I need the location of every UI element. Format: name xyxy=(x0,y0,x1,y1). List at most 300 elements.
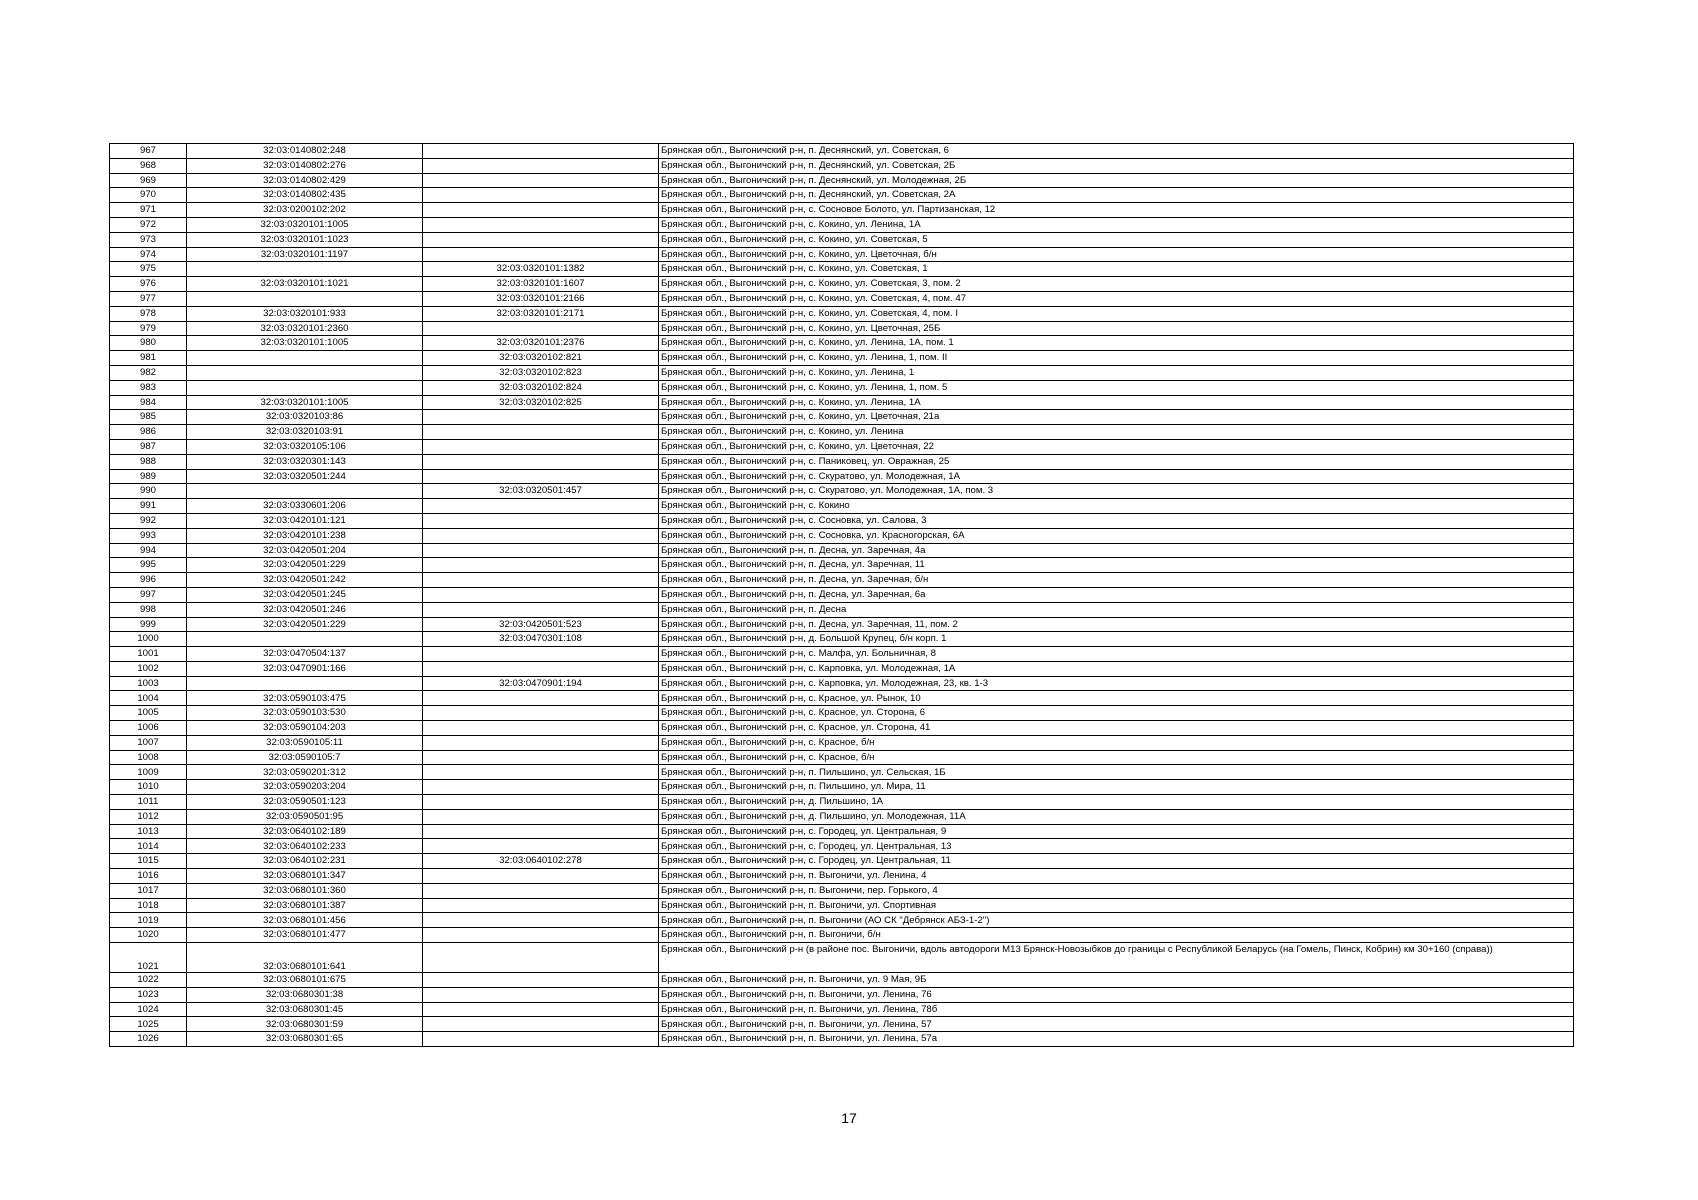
cadastral-number-cell: 32:03:0590201:312 xyxy=(187,765,423,780)
row-number-cell: 980 xyxy=(110,336,187,351)
cadastral-number-cell: 32:03:0590103:530 xyxy=(187,706,423,721)
row-number-cell: 986 xyxy=(110,425,187,440)
object-cadastral-number-cell xyxy=(423,499,659,514)
object-cadastral-number-cell xyxy=(423,321,659,336)
row-number-cell: 976 xyxy=(110,277,187,292)
table-row xyxy=(110,883,1574,898)
object-cadastral-number-cell: 32:03:0470901:194 xyxy=(423,676,659,691)
table-row xyxy=(110,469,1574,484)
object-cadastral-number-cell: 32:03:0320101:2171 xyxy=(423,306,659,321)
table-row xyxy=(110,721,1574,736)
cadastral-number-cell xyxy=(187,676,423,691)
table-row xyxy=(110,824,1574,839)
row-number-cell: 1016 xyxy=(110,869,187,884)
address-cell: Брянская обл., Выгоничский р-н, с. Малфа, ул. Больничная, 8 xyxy=(659,647,1574,662)
address-cell: Брянская обл., Выгоничский р-н, п. Выгоничи, ул. 9 Мая, 9Б xyxy=(659,973,1574,988)
table-row xyxy=(110,573,1574,588)
cadastral-number-cell: 32:03:0320501:244 xyxy=(187,469,423,484)
cadastral-number-cell: 32:03:0420501:229 xyxy=(187,558,423,573)
row-number-cell: 987 xyxy=(110,439,187,454)
object-cadastral-number-cell: 32:03:0640102:278 xyxy=(423,854,659,869)
object-cadastral-number-cell xyxy=(423,809,659,824)
table-row xyxy=(110,499,1574,514)
row-number-cell: 997 xyxy=(110,587,187,602)
object-cadastral-number-cell xyxy=(423,661,659,676)
table-row xyxy=(110,632,1574,647)
cadastral-number-cell: 32:03:0420101:121 xyxy=(187,513,423,528)
cadastral-number-cell: 32:03:0420501:245 xyxy=(187,587,423,602)
address-cell: Брянская обл., Выгоничский р-н, п. Выгоничи, ул. Ленина, 4 xyxy=(659,869,1574,884)
cadastral-number-cell xyxy=(187,632,423,647)
table-row xyxy=(110,513,1574,528)
object-cadastral-number-cell xyxy=(423,1032,659,1047)
table-row xyxy=(110,987,1574,1002)
address-cell: Брянская обл., Выгоничский р-н, с. Кокино, ул. Ленина, 1А xyxy=(659,217,1574,232)
object-cadastral-number-cell xyxy=(423,528,659,543)
table-row xyxy=(110,203,1574,218)
row-number-cell: 982 xyxy=(110,365,187,380)
cadastral-number-cell: 32:03:0420501:204 xyxy=(187,543,423,558)
cadastral-number-cell: 32:03:0320101:1005 xyxy=(187,217,423,232)
cadastral-number-cell: 32:03:0680101:675 xyxy=(187,973,423,988)
row-number-cell: 1020 xyxy=(110,928,187,943)
table-row xyxy=(110,439,1574,454)
row-number-cell: 991 xyxy=(110,499,187,514)
object-cadastral-number-cell xyxy=(423,928,659,943)
cadastral-number-cell: 32:03:0330601:206 xyxy=(187,499,423,514)
object-cadastral-number-cell: 32:03:0320501:457 xyxy=(423,484,659,499)
address-cell: Брянская обл., Выгоничский р-н, с. Кокино, ул. Ленина, 1А xyxy=(659,395,1574,410)
cadastral-number-cell: 32:03:0590501:123 xyxy=(187,795,423,810)
table-row xyxy=(110,454,1574,469)
row-number-cell: 1017 xyxy=(110,883,187,898)
object-cadastral-number-cell xyxy=(423,558,659,573)
table-body xyxy=(110,144,1574,1047)
address-cell: Брянская обл., Выгоничский р-н, п. Деснянский, ул. Молодежная, 2Б xyxy=(659,173,1574,188)
cadastral-number-cell: 32:03:0420501:242 xyxy=(187,573,423,588)
table-row xyxy=(110,587,1574,602)
address-cell: Брянская обл., Выгоничский р-н, с. Кокино, ул. Ленина, 1 xyxy=(659,365,1574,380)
table-row xyxy=(110,617,1574,632)
cadastral-number-cell: 32:03:0320101:1021 xyxy=(187,277,423,292)
address-cell: Брянская обл., Выгоничский р-н, п. Выгоничи, пер. Горького, 4 xyxy=(659,883,1574,898)
table-row xyxy=(110,351,1574,366)
address-cell: Брянская обл., Выгоничский р-н, с. Кокино, ул. Советская, 4, пом. 47 xyxy=(659,291,1574,306)
object-cadastral-number-cell: 32:03:0320102:821 xyxy=(423,351,659,366)
cadastral-number-cell xyxy=(187,351,423,366)
object-cadastral-number-cell xyxy=(423,543,659,558)
cadastral-number-cell: 32:03:0470901:166 xyxy=(187,661,423,676)
address-cell: Брянская обл., Выгоничский р-н, п. Деснянский, ул. Советская, 2А xyxy=(659,188,1574,203)
row-number-cell: 981 xyxy=(110,351,187,366)
row-number-cell: 1006 xyxy=(110,721,187,736)
row-number-cell: 989 xyxy=(110,469,187,484)
object-cadastral-number-cell xyxy=(423,217,659,232)
cadastral-number-cell: 32:03:0680101:360 xyxy=(187,883,423,898)
row-number-cell: 967 xyxy=(110,144,187,159)
cadastral-number-cell: 32:03:0200102:202 xyxy=(187,203,423,218)
address-cell: Брянская обл., Выгоничский р-н (в районе пос. Выгоничи, вдоль автодороги М13 Брянск-Новозыбков до границы с Республикой Беларусь (на Гомель, Пинск, Кобрин) км 30+160 (справа)) xyxy=(659,943,1574,973)
cadastral-number-cell: 32:03:0470504:137 xyxy=(187,647,423,662)
cadastral-number-cell: 32:03:0590203:204 xyxy=(187,780,423,795)
object-cadastral-number-cell xyxy=(423,647,659,662)
cadastral-number-cell: 32:03:0590104:203 xyxy=(187,721,423,736)
table-row xyxy=(110,558,1574,573)
cadastral-number-cell xyxy=(187,291,423,306)
cadastral-number-cell: 32:03:0320101:1197 xyxy=(187,247,423,262)
table-row xyxy=(110,321,1574,336)
row-number-cell: 1010 xyxy=(110,780,187,795)
address-cell: Брянская обл., Выгоничский р-н, с. Городец, ул. Центральная, 13 xyxy=(659,839,1574,854)
register-table xyxy=(109,143,1574,1047)
object-cadastral-number-cell xyxy=(423,824,659,839)
object-cadastral-number-cell xyxy=(423,1002,659,1017)
address-cell: Брянская обл., Выгоничский р-н, с. Кокино, ул. Цветочная, 22 xyxy=(659,439,1574,454)
object-cadastral-number-cell xyxy=(423,203,659,218)
row-number-cell: 1001 xyxy=(110,647,187,662)
row-number-cell: 1022 xyxy=(110,973,187,988)
address-cell: Брянская обл., Выгоничский р-н, с. Карповка, ул. Молодежная, 23, кв. 1-3 xyxy=(659,676,1574,691)
address-cell: Брянская обл., Выгоничский р-н, с. Кокино, ул. Ленина, 1, пом. 5 xyxy=(659,380,1574,395)
object-cadastral-number-cell xyxy=(423,691,659,706)
cadastral-number-cell: 32:03:0320101:1005 xyxy=(187,395,423,410)
row-number-cell: 1000 xyxy=(110,632,187,647)
object-cadastral-number-cell: 32:03:0320101:1607 xyxy=(423,277,659,292)
cadastral-number-cell: 32:03:0420501:229 xyxy=(187,617,423,632)
table-row xyxy=(110,1002,1574,1017)
table-row xyxy=(110,691,1574,706)
cadastral-number-cell: 32:03:0680301:38 xyxy=(187,987,423,1002)
object-cadastral-number-cell xyxy=(423,987,659,1002)
object-cadastral-number-cell xyxy=(423,454,659,469)
object-cadastral-number-cell xyxy=(423,913,659,928)
address-cell: Брянская обл., Выгоничский р-н, с. Паниковец, ул. Овражная, 25 xyxy=(659,454,1574,469)
row-number-cell: 1012 xyxy=(110,809,187,824)
object-cadastral-number-cell xyxy=(423,410,659,425)
object-cadastral-number-cell xyxy=(423,439,659,454)
address-cell: Брянская обл., Выгоничский р-н, с. Сосновка, ул. Салова, 3 xyxy=(659,513,1574,528)
address-cell: Брянская обл., Выгоничский р-н, п. Выгоничи, ул. Ленина, 57а xyxy=(659,1032,1574,1047)
cadastral-number-cell xyxy=(187,380,423,395)
table-row xyxy=(110,232,1574,247)
cadastral-number-cell xyxy=(187,365,423,380)
table-row xyxy=(110,602,1574,617)
object-cadastral-number-cell: 32:03:0320102:825 xyxy=(423,395,659,410)
table-row xyxy=(110,869,1574,884)
cadastral-number-cell: 32:03:0640102:233 xyxy=(187,839,423,854)
cadastral-number-cell: 32:03:0640102:231 xyxy=(187,854,423,869)
object-cadastral-number-cell xyxy=(423,247,659,262)
table-row xyxy=(110,913,1574,928)
row-number-cell: 1019 xyxy=(110,913,187,928)
object-cadastral-number-cell: 32:03:0320102:823 xyxy=(423,365,659,380)
address-cell: Брянская обл., Выгоничский р-н, с. Городец, ул. Центральная, 9 xyxy=(659,824,1574,839)
table-row xyxy=(110,661,1574,676)
row-number-cell: 984 xyxy=(110,395,187,410)
row-number-cell: 968 xyxy=(110,158,187,173)
row-number-cell: 996 xyxy=(110,573,187,588)
table-row xyxy=(110,676,1574,691)
row-number-cell: 974 xyxy=(110,247,187,262)
address-cell: Брянская обл., Выгоничский р-н, д. Пильшино, ул. Молодежная, 11А xyxy=(659,809,1574,824)
table-row xyxy=(110,780,1574,795)
address-cell: Брянская обл., Выгоничский р-н, с. Сосновка, ул. Красногорская, 6А xyxy=(659,528,1574,543)
table-row xyxy=(110,706,1574,721)
object-cadastral-number-cell: 32:03:0470301:108 xyxy=(423,632,659,647)
row-number-cell: 979 xyxy=(110,321,187,336)
address-cell: Брянская обл., Выгоничский р-н, п. Выгоничи, ул. Спортивная xyxy=(659,898,1574,913)
table-row xyxy=(110,1032,1574,1047)
address-cell: Брянская обл., Выгоничский р-н, п. Выгоничи, ул. Ленина, 76 xyxy=(659,987,1574,1002)
cadastral-number-cell: 32:03:0590105:11 xyxy=(187,735,423,750)
cadastral-number-cell xyxy=(187,262,423,277)
row-number-cell: 1024 xyxy=(110,1002,187,1017)
table-row xyxy=(110,1017,1574,1032)
address-cell: Брянская обл., Выгоничский р-н, с. Кокино, ул. Ленина, 1А, пом. 1 xyxy=(659,336,1574,351)
table-row xyxy=(110,365,1574,380)
cadastral-number-cell: 32:03:0640102:189 xyxy=(187,824,423,839)
table-row xyxy=(110,735,1574,750)
cadastral-number-cell: 32:03:0420101:238 xyxy=(187,528,423,543)
row-number-cell: 969 xyxy=(110,173,187,188)
address-cell: Брянская обл., Выгоничский р-н, п. Десна, ул. Заречная, 6а xyxy=(659,587,1574,602)
row-number-cell: 994 xyxy=(110,543,187,558)
table-row xyxy=(110,943,1574,973)
object-cadastral-number-cell xyxy=(423,587,659,602)
cadastral-number-cell: 32:03:0590501:95 xyxy=(187,809,423,824)
table-row xyxy=(110,336,1574,351)
address-cell: Брянская обл., Выгоничский р-н, с. Карповка, ул. Молодежная, 1А xyxy=(659,661,1574,676)
object-cadastral-number-cell xyxy=(423,602,659,617)
table-row xyxy=(110,291,1574,306)
row-number-cell: 1025 xyxy=(110,1017,187,1032)
row-number-cell: 975 xyxy=(110,262,187,277)
object-cadastral-number-cell xyxy=(423,173,659,188)
row-number-cell: 1005 xyxy=(110,706,187,721)
row-number-cell: 973 xyxy=(110,232,187,247)
address-cell: Брянская обл., Выгоничский р-н, с. Красное, ул. Сторона, 41 xyxy=(659,721,1574,736)
table-row xyxy=(110,425,1574,440)
table-row xyxy=(110,306,1574,321)
address-cell: Брянская обл., Выгоничский р-н, п. Деснянский, ул. Советская, 2Б xyxy=(659,158,1574,173)
row-number-cell: 1002 xyxy=(110,661,187,676)
object-cadastral-number-cell: 32:03:0320101:1382 xyxy=(423,262,659,277)
object-cadastral-number-cell xyxy=(423,883,659,898)
cadastral-number-cell: 32:03:0320301:143 xyxy=(187,454,423,469)
object-cadastral-number-cell xyxy=(423,765,659,780)
table-row xyxy=(110,928,1574,943)
address-cell: Брянская обл., Выгоничский р-н, с. Кокино, ул. Советская, 3, пом. 2 xyxy=(659,277,1574,292)
object-cadastral-number-cell xyxy=(423,780,659,795)
cadastral-number-cell: 32:03:0680301:45 xyxy=(187,1002,423,1017)
object-cadastral-number-cell: 32:03:0320101:2376 xyxy=(423,336,659,351)
row-number-cell: 995 xyxy=(110,558,187,573)
table-row xyxy=(110,247,1574,262)
address-cell: Брянская обл., Выгоничский р-н, с. Сосновое Болото, ул. Партизанская, 12 xyxy=(659,203,1574,218)
row-number-cell: 1014 xyxy=(110,839,187,854)
cadastral-number-cell: 32:03:0320103:91 xyxy=(187,425,423,440)
cadastral-number-cell: 32:03:0680101:347 xyxy=(187,869,423,884)
address-cell: Брянская обл., Выгоничский р-н, с. Кокино, ул. Советская, 1 xyxy=(659,262,1574,277)
row-number-cell: 988 xyxy=(110,454,187,469)
table-row xyxy=(110,898,1574,913)
address-cell: Брянская обл., Выгоничский р-н, с. Скуратово, ул. Молодежная, 1А, пом. 3 xyxy=(659,484,1574,499)
row-number-cell: 1007 xyxy=(110,735,187,750)
cadastral-number-cell: 32:03:0420501:246 xyxy=(187,602,423,617)
table-row xyxy=(110,973,1574,988)
object-cadastral-number-cell xyxy=(423,425,659,440)
object-cadastral-number-cell: 32:03:0320101:2166 xyxy=(423,291,659,306)
table-row xyxy=(110,765,1574,780)
table-row xyxy=(110,173,1574,188)
object-cadastral-number-cell xyxy=(423,1017,659,1032)
row-number-cell: 1008 xyxy=(110,750,187,765)
table-row xyxy=(110,144,1574,159)
cadastral-number-cell: 32:03:0320101:1023 xyxy=(187,232,423,247)
row-number-cell: 998 xyxy=(110,602,187,617)
object-cadastral-number-cell xyxy=(423,188,659,203)
address-cell: Брянская обл., Выгоничский р-н, с. Городец, ул. Центральная, 11 xyxy=(659,854,1574,869)
object-cadastral-number-cell xyxy=(423,973,659,988)
row-number-cell: 1021 xyxy=(110,943,187,973)
cadastral-number-cell: 32:03:0680101:387 xyxy=(187,898,423,913)
address-cell: Брянская обл., Выгоничский р-н, п. Выгоничи, ул. Ленина, 78б xyxy=(659,1002,1574,1017)
cadastral-number-cell: 32:03:0680101:456 xyxy=(187,913,423,928)
object-cadastral-number-cell xyxy=(423,158,659,173)
table-row xyxy=(110,188,1574,203)
address-cell: Брянская обл., Выгоничский р-н, п. Выгоничи, ул. Ленина, 57 xyxy=(659,1017,1574,1032)
table-row xyxy=(110,647,1574,662)
address-cell: Брянская обл., Выгоничский р-н, с. Красное, б/н xyxy=(659,750,1574,765)
address-cell: Брянская обл., Выгоничский р-н, п. Десна xyxy=(659,602,1574,617)
row-number-cell: 990 xyxy=(110,484,187,499)
cadastral-number-cell: 32:03:0680301:59 xyxy=(187,1017,423,1032)
cadastral-number-cell: 32:03:0680101:477 xyxy=(187,928,423,943)
row-number-cell: 985 xyxy=(110,410,187,425)
cadastral-number-cell: 32:03:0590105:7 xyxy=(187,750,423,765)
row-number-cell: 977 xyxy=(110,291,187,306)
address-cell: Брянская обл., Выгоничский р-н, п. Десна, ул. Заречная, 11 xyxy=(659,558,1574,573)
address-cell: Брянская обл., Выгоничский р-н, п. Десна, ул. Заречная, б/н xyxy=(659,573,1574,588)
row-number-cell: 971 xyxy=(110,203,187,218)
table-row xyxy=(110,410,1574,425)
address-cell: Брянская обл., Выгоничский р-н, с. Кокино, ул. Цветочная, 21а xyxy=(659,410,1574,425)
page-number: 17 xyxy=(841,1110,857,1126)
row-number-cell: 1004 xyxy=(110,691,187,706)
address-cell: Брянская обл., Выгоничский р-н, с. Скуратово, ул. Молодежная, 1А xyxy=(659,469,1574,484)
address-cell: Брянская обл., Выгоничский р-н, с. Кокино, ул. Цветочная, б/н xyxy=(659,247,1574,262)
cadastral-number-cell: 32:03:0680101:641 xyxy=(187,943,423,973)
row-number-cell: 992 xyxy=(110,513,187,528)
row-number-cell: 1013 xyxy=(110,824,187,839)
row-number-cell: 1026 xyxy=(110,1032,187,1047)
table-row xyxy=(110,217,1574,232)
object-cadastral-number-cell xyxy=(423,232,659,247)
address-cell: Брянская обл., Выгоничский р-н, д. Пильшино, 1А xyxy=(659,795,1574,810)
table-row xyxy=(110,528,1574,543)
cadastral-number-cell: 32:03:0320101:1005 xyxy=(187,336,423,351)
cadastral-number-cell xyxy=(187,484,423,499)
address-cell: Брянская обл., Выгоничский р-н, д. Большой Крупец, б/н корп. 1 xyxy=(659,632,1574,647)
address-cell: Брянская обл., Выгоничский р-н, с. Кокино, ул. Советская, 5 xyxy=(659,232,1574,247)
address-cell: Брянская обл., Выгоничский р-н, п. Десна, ул. Заречная, 11, пом. 2 xyxy=(659,617,1574,632)
row-number-cell: 983 xyxy=(110,380,187,395)
table-row xyxy=(110,809,1574,824)
object-cadastral-number-cell xyxy=(423,898,659,913)
address-cell: Брянская обл., Выгоничский р-н, с. Кокино, ул. Ленина, 1, пом. II xyxy=(659,351,1574,366)
row-number-cell: 1015 xyxy=(110,854,187,869)
address-cell: Брянская обл., Выгоничский р-н, с. Кокино, ул. Ленина xyxy=(659,425,1574,440)
cadastral-number-cell: 32:03:0590103:475 xyxy=(187,691,423,706)
object-cadastral-number-cell xyxy=(423,706,659,721)
row-number-cell: 999 xyxy=(110,617,187,632)
address-cell: Брянская обл., Выгоничский р-н, п. Пильшино, ул. Сельская, 1Б xyxy=(659,765,1574,780)
object-cadastral-number-cell xyxy=(423,795,659,810)
address-cell: Брянская обл., Выгоничский р-н, с. Кокино, ул. Цветочная, 25Б xyxy=(659,321,1574,336)
object-cadastral-number-cell xyxy=(423,513,659,528)
address-cell: Брянская обл., Выгоничский р-н, п. Десна, ул. Заречная, 4а xyxy=(659,543,1574,558)
table-row xyxy=(110,158,1574,173)
row-number-cell: 1011 xyxy=(110,795,187,810)
address-cell: Брянская обл., Выгоничский р-н, п. Пильшино, ул. Мира, 11 xyxy=(659,780,1574,795)
row-number-cell: 978 xyxy=(110,306,187,321)
table-row xyxy=(110,543,1574,558)
cadastral-number-cell: 32:03:0140802:276 xyxy=(187,158,423,173)
table-row xyxy=(110,277,1574,292)
cadastral-number-cell: 32:03:0140802:429 xyxy=(187,173,423,188)
object-cadastral-number-cell xyxy=(423,750,659,765)
cadastral-number-cell: 32:03:0320101:2360 xyxy=(187,321,423,336)
cadastral-number-cell: 32:03:0320101:933 xyxy=(187,306,423,321)
row-number-cell: 1009 xyxy=(110,765,187,780)
cadastral-number-cell: 32:03:0140802:435 xyxy=(187,188,423,203)
address-cell: Брянская обл., Выгоничский р-н, с. Красное, ул. Сторона, 6 xyxy=(659,706,1574,721)
address-cell: Брянская обл., Выгоничский р-н, с. Красное, ул. Рынок, 10 xyxy=(659,691,1574,706)
row-number-cell: 1023 xyxy=(110,987,187,1002)
table-row xyxy=(110,262,1574,277)
table-row xyxy=(110,795,1574,810)
row-number-cell: 993 xyxy=(110,528,187,543)
table-row xyxy=(110,380,1574,395)
address-cell: Брянская обл., Выгоничский р-н, с. Кокино xyxy=(659,499,1574,514)
address-cell: Брянская обл., Выгоничский р-н, п. Деснянский, ул. Советская, 6 xyxy=(659,144,1574,159)
table-row xyxy=(110,484,1574,499)
table-row xyxy=(110,839,1574,854)
object-cadastral-number-cell xyxy=(423,721,659,736)
table-row xyxy=(110,750,1574,765)
cadastral-number-cell: 32:03:0680301:65 xyxy=(187,1032,423,1047)
object-cadastral-number-cell xyxy=(423,735,659,750)
cadastral-number-cell: 32:03:0140802:248 xyxy=(187,144,423,159)
object-cadastral-number-cell: 32:03:0320102:824 xyxy=(423,380,659,395)
row-number-cell: 970 xyxy=(110,188,187,203)
address-cell: Брянская обл., Выгоничский р-н, п. Выгоничи (АО СК "Дебрянск АБЗ-1-2") xyxy=(659,913,1574,928)
address-cell: Брянская обл., Выгоничский р-н, с. Кокино, ул. Советская, 4, пом. I xyxy=(659,306,1574,321)
address-cell: Брянская обл., Выгоничский р-н, с. Красное, б/н xyxy=(659,735,1574,750)
object-cadastral-number-cell xyxy=(423,839,659,854)
address-cell: Брянская обл., Выгоничский р-н, п. Выгоничи, б/н xyxy=(659,928,1574,943)
cadastral-number-cell: 32:03:0320103:86 xyxy=(187,410,423,425)
row-number-cell: 1003 xyxy=(110,676,187,691)
object-cadastral-number-cell xyxy=(423,573,659,588)
object-cadastral-number-cell xyxy=(423,943,659,973)
table-row xyxy=(110,395,1574,410)
table-row xyxy=(110,854,1574,869)
object-cadastral-number-cell xyxy=(423,869,659,884)
object-cadastral-number-cell: 32:03:0420501:523 xyxy=(423,617,659,632)
object-cadastral-number-cell xyxy=(423,469,659,484)
row-number-cell: 1018 xyxy=(110,898,187,913)
